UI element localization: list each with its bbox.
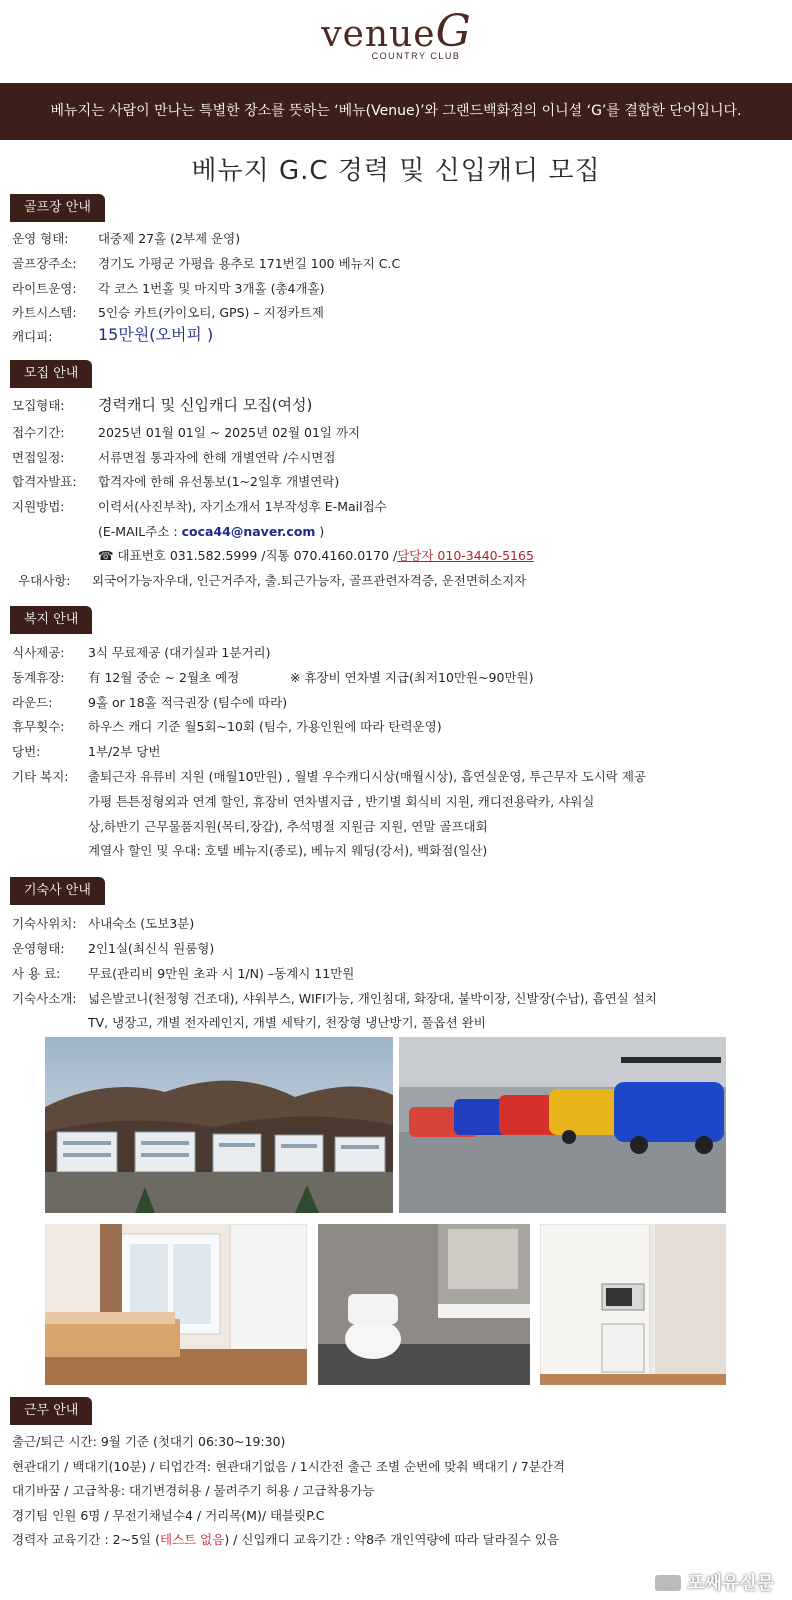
info-line: 상,하반기 근무물품지원(목티,장갑), 추석명절 지원금 지원, 연말 골프대회 bbox=[88, 819, 488, 834]
dormitory-kitchen-photo bbox=[540, 1224, 726, 1385]
section-tag-recruit: 모집 안내 bbox=[10, 360, 92, 388]
info-row: 합격자발표: 합격자에 한해 유선통보(1~2일후 개별연락) bbox=[12, 474, 340, 489]
info-row: 라운드: 9홀 or 18홀 적극권장 (팀수에 따라) bbox=[12, 695, 288, 710]
info-row-fee: 캐디피: 15만원(오버피 ) bbox=[12, 325, 214, 344]
section-tag-work: 근무 안내 bbox=[10, 1397, 92, 1425]
info-line: 현관대기 / 백대기(10분) / 티업간격: 현관대기없음 / 1시간전 출근 조별 순번에 맞춰 백대기 / 7분간격 bbox=[12, 1459, 565, 1474]
email-line: (E-MAIL주소 : coca44@naver.com ) bbox=[98, 524, 325, 539]
newspaper-watermark: 포쌔유신문 bbox=[655, 1569, 774, 1595]
info-row: 모집형태: 경력캐디 및 신입캐디 모집(여성) bbox=[12, 396, 313, 414]
golf-cart-garage-photo bbox=[399, 1037, 726, 1213]
page-title: 베뉴지 G.C 경력 및 신입캐디 모집 bbox=[191, 156, 601, 186]
info-row: 지원방법: 이력서(사진부착), 자기소개서 1부작성후 E-Mail접수 bbox=[12, 499, 387, 514]
logo-subtitle: COUNTRY CLUB bbox=[371, 51, 461, 61]
info-row: 운영형태: 2인1실(최신식 원룸형) bbox=[12, 941, 215, 956]
info-line: 가평 튼튼정형외과 연계 할인, 휴장비 연차별지급 , 반기별 회식비 지원, 캐디전용락카, 샤워실 bbox=[88, 794, 595, 809]
dormitory-bathroom-photo bbox=[318, 1224, 530, 1385]
info-row: 면접일정: 서류면접 통과자에 한해 개별연락 /수시면접 bbox=[12, 450, 336, 465]
info-row: 당번: 1부/2부 당번 bbox=[12, 744, 161, 759]
info-row: 휴무횟수: 하우스 캐디 기준 월5회~10회 (팀수, 가용인원에 따라 탄력운영) bbox=[12, 719, 442, 734]
info-line: TV, 냉장고, 개별 전자레인지, 개별 세탁기, 천장형 냉난방기, 풀옵션 완비 bbox=[88, 1015, 486, 1030]
phone-line: ☎ 대표번호 031.582.5999 /직통 070.4160.0170 /담당자 010-3440-5165 bbox=[98, 548, 534, 563]
section-tag-golf: 골프장 안내 bbox=[10, 194, 105, 222]
info-row: 우대사항: 외국어가능자우대, 인근거주자, 출.퇴근가능자, 골프관련자격증, 운전면허소지자 bbox=[18, 573, 527, 588]
info-row: 운영 형태: 대중제 27홀 (2부제 운영) bbox=[12, 231, 241, 246]
info-line: 대기바꿈 / 고급착용: 대기변경허용 / 물려주기 허용 / 고급착용가능 bbox=[12, 1483, 375, 1498]
section-tag-dorm: 기숙사 안내 bbox=[10, 877, 105, 905]
info-line: 출근/퇴근 시간: 9월 기준 (첫대기 06:30~19:30) bbox=[12, 1434, 286, 1449]
info-row: 동계휴장: 有 12월 중순 ~ 2월초 예정 ※ 휴장비 연차별 지급(최저10만원~90만원) bbox=[12, 670, 534, 685]
manager-phone-link[interactable]: 담당자 010-3440-5165 bbox=[397, 548, 534, 563]
logo-word: venue bbox=[321, 14, 436, 55]
info-row: 기숙사위치: 사내숙소 (도보3분) bbox=[12, 916, 195, 931]
section-tag-welfare: 복지 안내 bbox=[10, 606, 92, 634]
info-row: 접수기간: 2025년 01월 01일 ~ 2025년 02월 01일 까지 bbox=[12, 425, 361, 440]
info-row: 라이트운영: 각 코스 1번홀 및 마지막 3개홀 (총4개홀) bbox=[12, 281, 325, 296]
info-row: 식사제공: 3식 무료제공 (대기실과 1분거리) bbox=[12, 645, 271, 660]
info-line: 경기팀 인원 6명 / 무전기채널수4 / 거리목(M)/ 태블릿P.C bbox=[12, 1508, 325, 1523]
info-row: 기숙사소개: 넓은발코니(천정형 건조대), 샤워부스, WIFI가능, 개인침대, 화장대, 붙박이장, 신발장(수납), 흡연실 설치 bbox=[12, 991, 657, 1006]
dormitory-bedroom-photo bbox=[45, 1224, 307, 1385]
info-row: 기타 복지: 출퇴근자 유류비 지원 (매월10만원) , 월별 우수캐디시상(매월시상), 흡연실운영, 투근무자 도시락 제공 bbox=[12, 769, 646, 784]
no-test-text: 테스트 없음 bbox=[159, 1532, 225, 1547]
info-line: 경력자 교육기간 : 2~5일 (테스트 없음) / 신입캐디 교육기간 : 약8주 개인역량에 따라 달라질수 있음 bbox=[12, 1532, 560, 1547]
intro-banner: 베뉴지는 사람이 만나는 특별한 장소를 뜻하는 ‘베뉴(Venue)’와 그랜드백화점의 이니셜 ‘G’를 결합한 단어입니다. bbox=[0, 83, 792, 140]
info-row: 사 용 료: 무료(관리비 9만원 초과 시 1/N) –동계시 11만원 bbox=[12, 966, 355, 981]
info-row: 골프장주소: 경기도 가평군 가평읍 용추로 171번길 100 베뉴지 C.C bbox=[12, 256, 401, 271]
info-line: 계열사 할인 및 우대: 호텔 베뉴지(종로), 베뉴지 웨딩(강서), 백화점(일산) bbox=[88, 843, 488, 858]
newspaper-logo-icon bbox=[655, 1575, 681, 1591]
info-row: 카트시스템: 5인승 카트(카이오티, GPS) – 지정카트제 bbox=[12, 305, 324, 320]
logo bbox=[0, 6, 792, 61]
logo-mark: G bbox=[435, 6, 471, 57]
email-link[interactable]: coca44@naver.com bbox=[181, 524, 316, 539]
dormitory-building-photo bbox=[45, 1037, 393, 1213]
